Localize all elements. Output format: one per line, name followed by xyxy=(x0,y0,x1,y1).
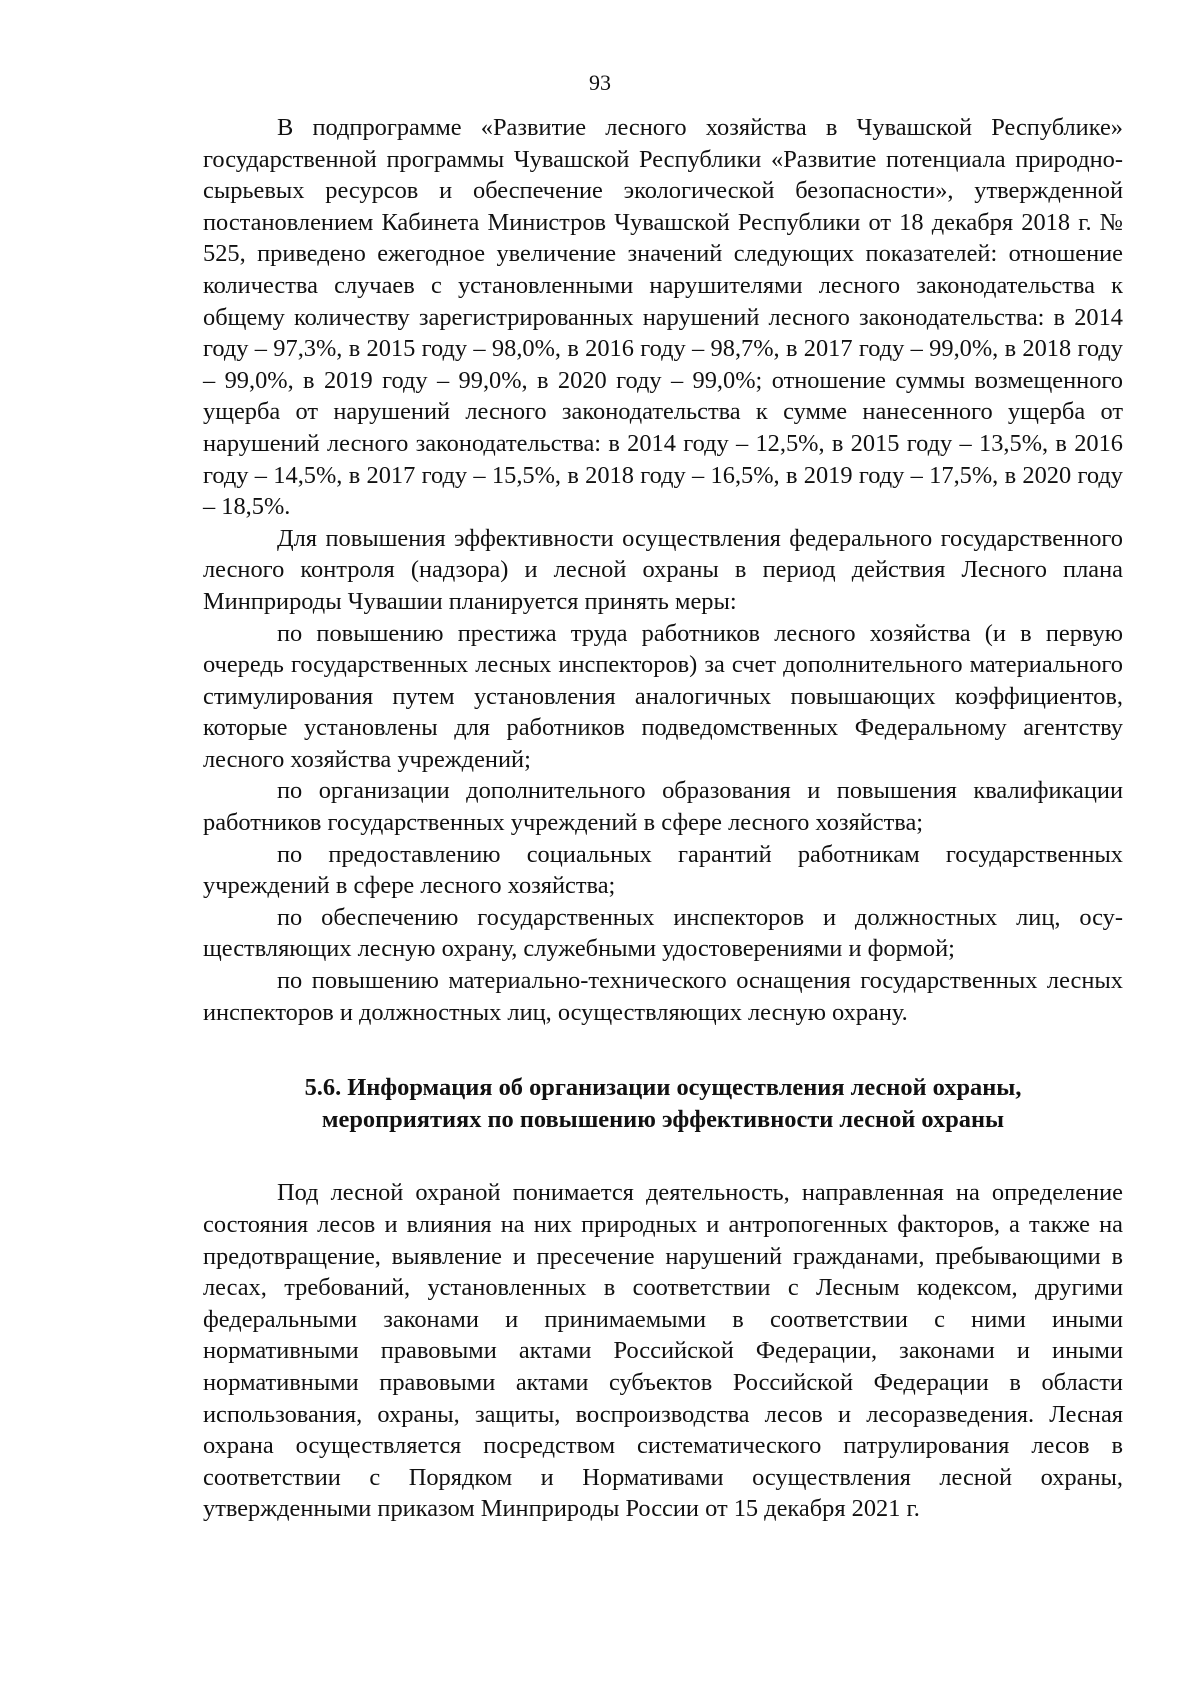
paragraph: В подпрограмме «Развитие лесного хозяйства в Чувашской Республике» государственной программы Чувашской Республики «Развитие потенциала природно-сырьевых ресурсов и обеспечение экологической безопасности», утвержденной постановлением Кабинета Министров Чувашской Республики от 18 декабря 2018 г. № 525, приведено ежегодное увеличение значений следующих показателей: отношение количества случаев с установленными нарушителями лесного законодательства к общему количеству зарегистрированных нарушений лесного законодательства: в 2014 году – 97,3%, в 2015 году – 98,0%, в 2016 году – 98,7%, в 2017 году – 99,0%, в 2018 году – 99,0%, в 2019 году – 99,0%, в 2020 году – 99,0%; отношение суммы возмещенного ущерба от нарушений лесного законодательства к сумме нанесенного ущерба от нарушений лесного законодательства: в 2014 году – 12,5%, в 2015 году – 13,5%, в 2016 году – 14,5%, в 2017 году – 15,5%, в 2018 году – 16,5%, в 2019 году – 17,5%, в 2020 году – 18,5%. xyxy=(203,114,1123,521)
section-heading xyxy=(203,1072,1123,1135)
section-heading-line: 5.6. Информация об организации осуществления лесной охраны, xyxy=(304,1074,1022,1102)
page-number: 93 xyxy=(589,70,611,95)
paragraph: по повышению материально-технического оснащения государственных лесных инспекторов и должностных лиц, осуществляющих лесную охрану. xyxy=(203,967,1123,1026)
paragraph: Под лесной охраной понимается деятельность, направленная на определение состояния лесов и влияния на них природных и антропогенных факторов, а также на предотвращение, выявление и пресечение нарушений гражданами, пребывающими в лесах, требований, установленных в соответствии с Лесным кодексом, другими федеральными законами и принимаемыми в соответствии с ними иными нормативными правовыми актами Российской Федерации, законами и иными нормативными правовыми актами субъектов Российской Федерации в области использования, охраны, защиты, воспроизводства лесов и лесоразведения. Лесная охрана осуществляется посредством систематического патрулирования лесов в соответствии с Порядком и Нормативами осуществления лесной охраны, утвержденными приказом Минприроды России от 15 декабря 2021 г. xyxy=(203,1179,1123,1523)
paragraph: по повышению престижа труда работников лесного хозяйства (и в первую очередь государственных лесных инспекторов) за счет дополнительного материального стимулирования путем установления аналогичных повышающих коэффициентов, которые установлены для работников подведомственных Федеральному агентству лесного хозяйства учреждений; xyxy=(203,619,1123,773)
paragraph: по обеспечению государственных инспекторов и должностных лиц, осуществляющих лесную охрану, служебными удостоверениями и формой; xyxy=(203,903,1123,963)
paragraph: по предоставлению социальных гарантий работникам государственных учреждений в сфере лесного хозяйства; xyxy=(203,840,1123,900)
section-heading-line: мероприятиях по повышению эффективности лесной охраны xyxy=(321,1105,1005,1133)
paragraph: по организации дополнительного образования и повышения квалификации работников государственных учреждений в сфере лесного хозяйства; xyxy=(203,777,1123,837)
document-body xyxy=(203,112,1123,1525)
paragraph: Для повышения эффективности осуществления федерального государственного лесного контроля (надзора) и лесной охраны в период действия Лесного плана Минприроды Чувашии планируется принять меры: xyxy=(203,524,1123,615)
